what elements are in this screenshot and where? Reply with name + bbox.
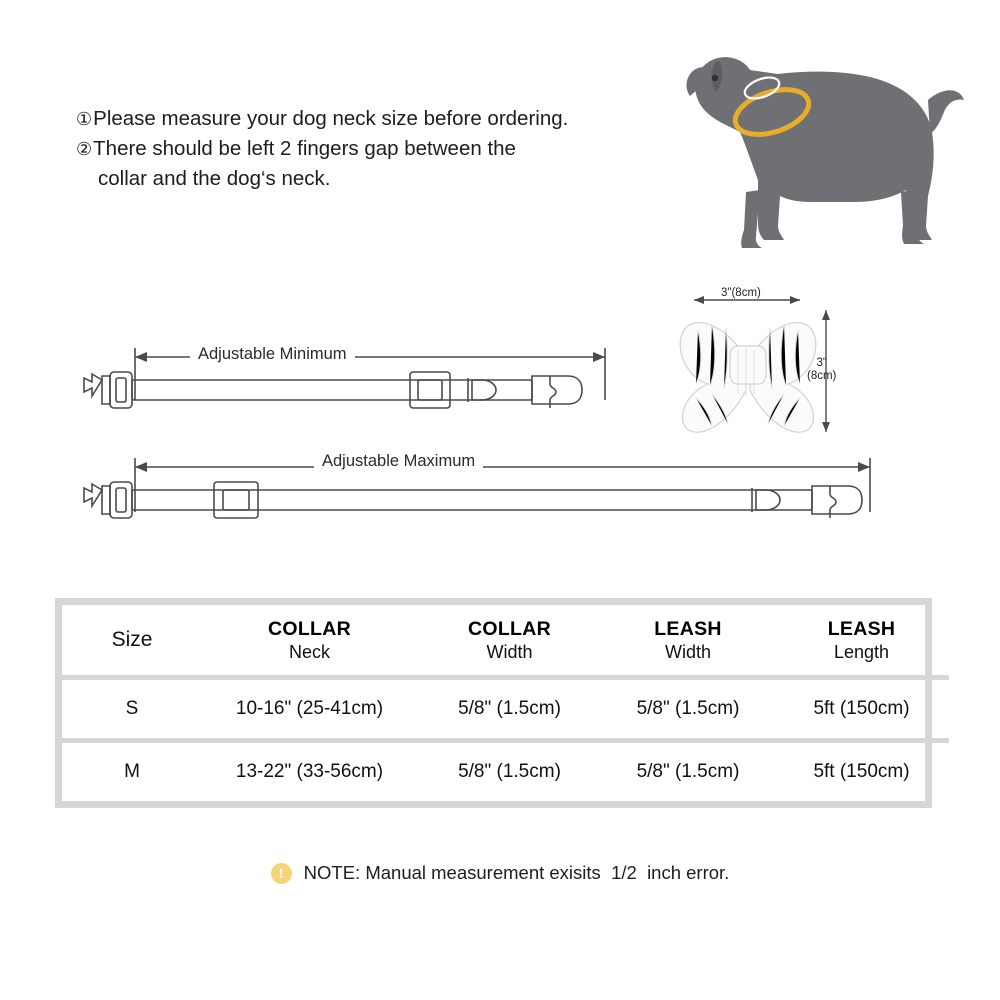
header-size <box>62 605 202 678</box>
cell-leash-length: 5ft (150cm) <box>774 678 949 741</box>
instruction-number-2: ② <box>76 139 93 159</box>
header-leash-width-strong: LEASH <box>654 617 722 640</box>
header-leash-length-sub: Length <box>833 641 890 662</box>
table-row <box>62 678 949 741</box>
header-collar-width-sub: Width <box>486 641 533 662</box>
cell-leash-width: 5/8" (1.5cm) <box>602 678 774 741</box>
instruction-line-1 <box>76 104 656 134</box>
instruction-text-2-continued: collar and the dog‘s neck. <box>98 167 331 190</box>
bow-width-label: 3"(8cm) <box>718 287 764 299</box>
table-header-row <box>62 605 949 678</box>
cell-size: M <box>124 761 140 782</box>
instruction-text-1: Please measure your dog neck size before ordering. <box>93 107 569 130</box>
instruction-text-2: There should be left 2 fingers gap between the <box>93 137 516 160</box>
header-collar-width <box>417 605 602 678</box>
header-collar-neck-sub: Neck <box>288 641 330 662</box>
cell-collar-width: 5/8" (1.5cm) <box>458 761 561 782</box>
size-chart-table <box>55 598 932 808</box>
collar-adjustable-maximum-diagram <box>80 450 900 550</box>
cell-leash-width: 5/8" (1.5cm) <box>636 761 740 782</box>
adjustable-minimum-label: Adjustable Minimum <box>190 345 355 364</box>
cell-leash-length: 5ft (150cm) <box>813 761 910 782</box>
instruction-line-2 <box>76 134 656 164</box>
header-leash-width-sub: Width <box>664 641 711 662</box>
instructions-block <box>76 104 656 194</box>
cell-size: S <box>62 678 202 741</box>
instruction-number-1: ① <box>76 109 93 129</box>
header-collar-neck <box>202 605 417 678</box>
bow-height-label-line1: 3" <box>816 357 827 369</box>
header-collar-width-strong: COLLAR <box>467 617 552 640</box>
header-leash-length-strong: LEASH <box>827 617 896 640</box>
header-leash-length <box>774 605 949 678</box>
cell-collar-width: 5/8" (1.5cm) <box>417 678 602 741</box>
collar-adjustable-minimum-diagram <box>80 340 640 440</box>
table-row <box>62 741 949 802</box>
cell-collar-neck: 10-16" (25-41cm) <box>202 678 417 741</box>
header-leash-width <box>602 605 774 678</box>
exclamation-icon: ! <box>271 863 292 884</box>
header-collar-neck-strong: COLLAR <box>267 617 352 640</box>
adjustable-maximum-label: Adjustable Maximum <box>314 452 483 471</box>
bow-height-label-line2: (8cm) <box>807 370 837 382</box>
dog-illustration <box>660 40 970 270</box>
note-text: NOTE: Manual measurement exisits 1/2 inch error. <box>303 862 730 883</box>
note-row <box>0 862 1000 884</box>
cell-collar-neck: 13-22" (33-56cm) <box>235 761 384 782</box>
bow-height-label <box>807 357 836 383</box>
header-size-label: Size <box>111 628 153 651</box>
